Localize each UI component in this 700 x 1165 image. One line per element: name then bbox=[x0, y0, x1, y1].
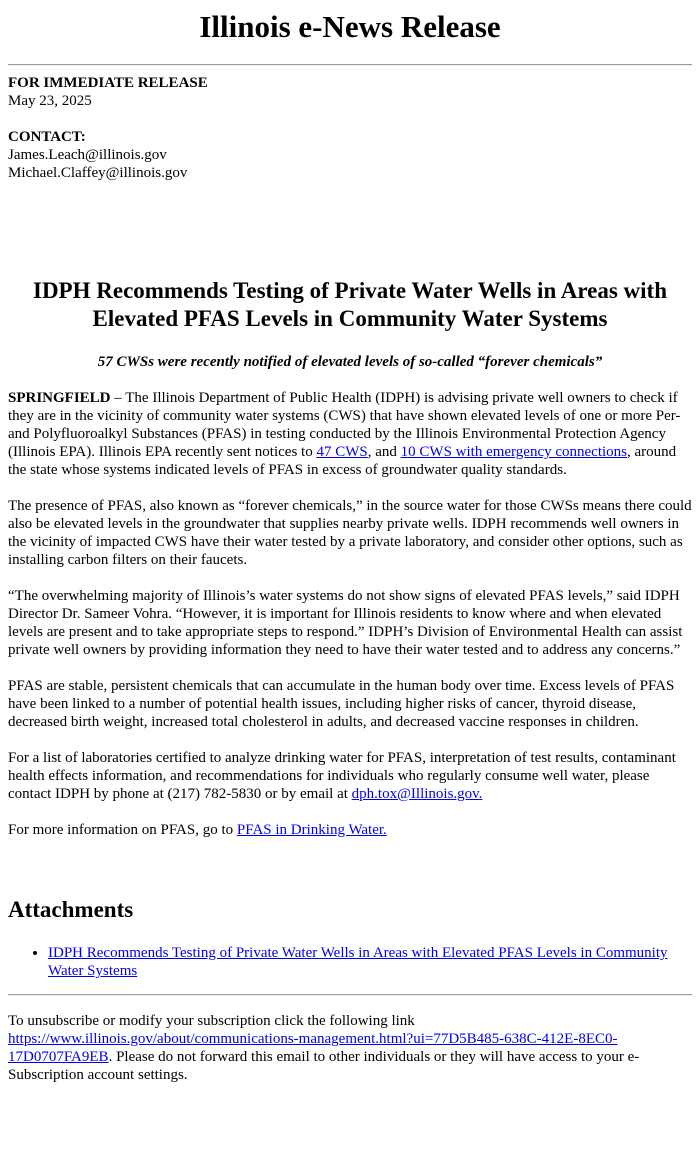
paragraph-quote: “The overwhelming majority of Illinois’s water systems do not show signs of elevated PFAS levels,” said IDPH Director Dr. Sameer Vohra. “However, it is important for Illinois residents to know where and when elevated levels are present and to take appropriate steps to respond.” IDPH’s Division of Environmental Health can assist private well owners by providing information they need to have their water tested and to address any concerns.” bbox=[8, 588, 683, 658]
footer: To unsubscribe or modify your subscription click the following link https://www.illinois.gov/about/communications-management.html?ui=77D5B485-638C-412E-8EC0-17D0707FA9EB. Please do not forward this email to other individuals or they will have access to your e-Subscription account settings. bbox=[8, 1013, 640, 1083]
email-link[interactable]: dph.tox@Illinois.gov. bbox=[351, 786, 483, 802]
bottom-divider bbox=[8, 994, 692, 996]
release-label: FOR IMMEDIATE RELEASE bbox=[8, 75, 208, 91]
dateline: SPRINGFIELD bbox=[8, 390, 111, 406]
list-item bbox=[48, 944, 692, 980]
banner-title: Illinois e-News Release bbox=[199, 9, 501, 44]
link-47-cws[interactable]: 47 CWS bbox=[316, 444, 368, 460]
paragraph-contact: For a list of laboratories certified to analyze drinking water for PFAS, interpretation of test results, contaminant health effects information, and recommendations for individuals who regularly consume well water, please contact IDPH by phone at (217) 782-5830 or by email at dph.tox@Illinois.gov. bbox=[8, 750, 676, 802]
paragraph-presence: The presence of PFAS, also known as “forever chemicals,” in the source water for those CWSs means there could also be elevated levels in the groundwater that supplies nearby private wells. IDPH recommends well owners in the vicinity of impacted CWS have their water tested by a private laboratory, and consider other options, such as installing carbon filters on their faucets. bbox=[8, 498, 692, 568]
paragraph-health: PFAS are stable, persistent chemicals that can accumulate in the human body over time. Excess levels of PFAS have been linked to a number of potential health issues, including higher risks of cancer, thyroid disease, decreased birth weight, increased total cholesterol in adults, and decreased vaccine responses in children. bbox=[8, 678, 675, 730]
attachments-list bbox=[8, 944, 692, 980]
top-divider bbox=[8, 64, 692, 66]
article-subhead: 57 CWSs were recently notified of elevated levels of so-called “forever chemicals” bbox=[97, 354, 603, 370]
pfas-drinking-water-link[interactable]: PFAS in Drinking Water. bbox=[236, 822, 387, 838]
contact-label: CONTACT: bbox=[8, 129, 86, 145]
paragraph-more-info: For more information on PFAS, go to PFAS in Drinking Water. bbox=[8, 822, 387, 838]
unsubscribe-link[interactable]: https://www.illinois.gov/about/communications-management.html?ui=77D5B485-638C-412E-8EC0-17D0707FA9EB bbox=[8, 1031, 618, 1065]
link-10-cws-emergency[interactable]: 10 CWS with emergency connections bbox=[400, 444, 627, 460]
article-headline: IDPH Recommends Testing of Private Water Wells in Areas with Elevated PFAS Levels in Community Water Systems bbox=[33, 278, 667, 331]
paragraph-intro: SPRINGFIELD – The Illinois Department of Public Health (IDPH) is advising private well owners to check if they are in the vicinity of community water systems (CWS) that have shown elevated levels of one or more Per- and Polyfluoroalkyl Substances (PFAS) in testing conducted by the Illinois Environmental Protection Agency (Illinois EPA). Illinois EPA recently sent notices to 47 CWS, and 10 CWS with emergency connections, around the state whose systems indicated levels of PFAS in excess of groundwater quality standards. bbox=[8, 390, 681, 478]
contact-email: Michael.Claffey@illinois.gov bbox=[8, 165, 188, 181]
contact-email: James.Leach@illinois.gov bbox=[8, 147, 167, 163]
release-meta bbox=[8, 74, 692, 182]
release-date: May 23, 2025 bbox=[8, 93, 92, 109]
attachment-link[interactable]: IDPH Recommends Testing of Private Water Wells in Areas with Elevated PFAS Levels in Community Water Systems bbox=[48, 945, 668, 979]
attachments-heading: Attachments bbox=[8, 897, 134, 922]
